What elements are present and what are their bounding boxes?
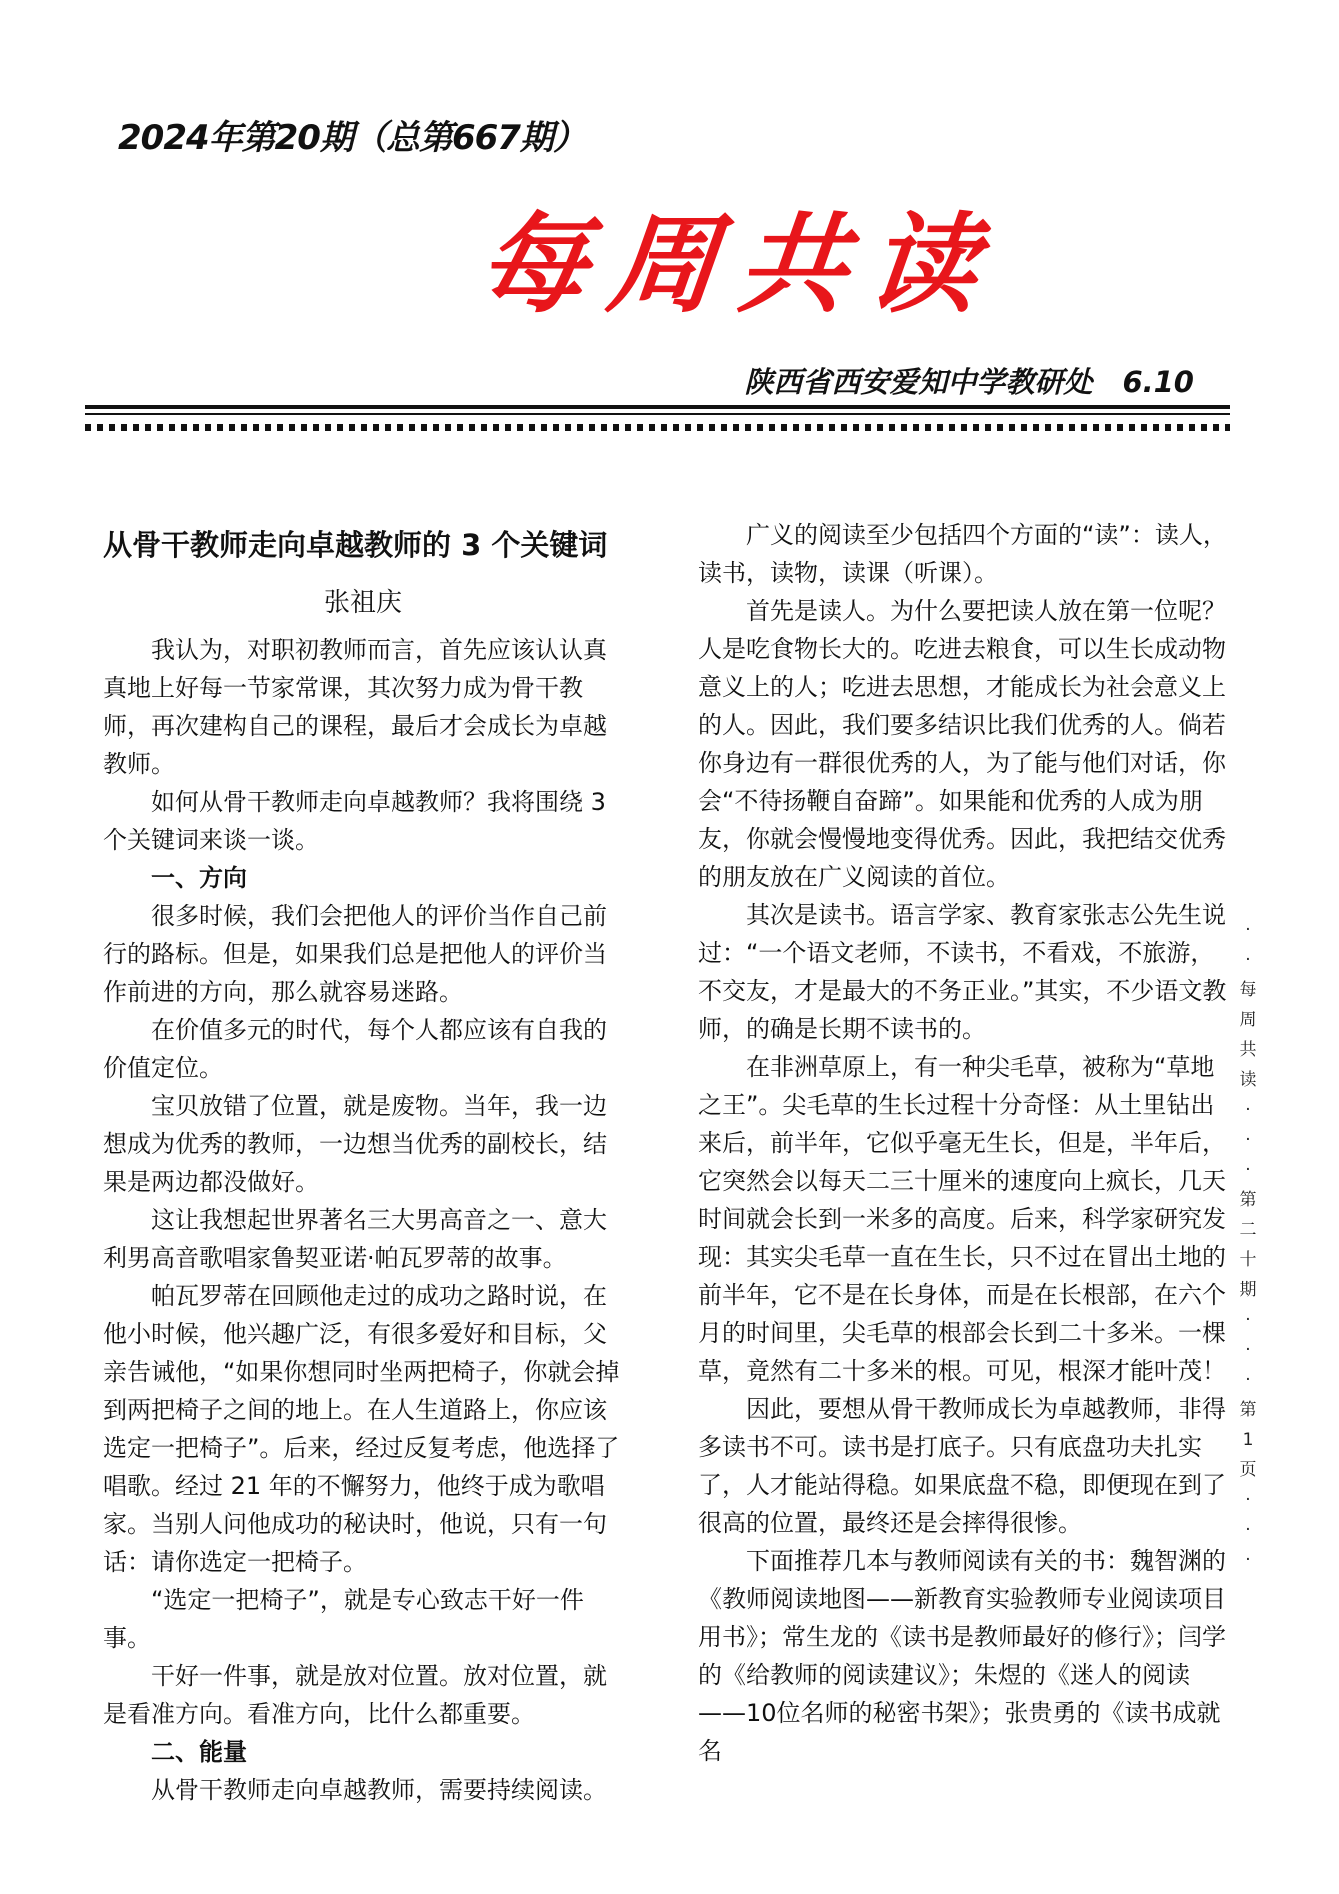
side-char: · <box>1245 950 1251 970</box>
masthead-title: 每周共读 <box>472 202 1006 328</box>
paragraph: 从骨干教师走向卓越教师，需要持续阅读。 <box>151 1776 607 1804</box>
publisher-line <box>744 360 1194 401</box>
paragraph: 在非洲草原上，有一种尖毛草，被称为“草地之王”。尖毛草的生长过程十分奇怪：从土里钻出来后，前半年，它似乎毫无生长，但是，半年后，它突然会以每天二三十厘米的速度向上疯长，几天时间就会长到一米多的高度。后来，科学家研究发现：其实尖毛草一直在生长，只不过在冒出土地的前半年，它不是在长身体，而是在长根部，在六个月的时间里，尖毛草的根部会长到二十多米。一棵草，竟然有二十多米的根。可见，根深才能叶茂！ <box>698 1053 1226 1385</box>
side-char: 页 <box>1239 1460 1257 1480</box>
divider-dotted-rule <box>85 424 1230 431</box>
side-char: 期 <box>1239 1280 1257 1300</box>
side-char: · <box>1245 1340 1251 1360</box>
side-char: · <box>1245 920 1251 940</box>
side-margin-label <box>1234 915 1262 1575</box>
side-char: 共 <box>1239 1040 1257 1060</box>
publisher-name: 陕西省西安爱知中学教研处 <box>744 365 1093 399</box>
paragraph: 因此，要想从骨干教师成长为卓越教师，非得多读书不可。读书是打底子。只有底盘功夫扎实了，人才能站得稳。如果底盘不稳，即便现在到了很高的位置，最终还是会摔得很惨。 <box>698 1395 1226 1537</box>
side-char: · <box>1245 1160 1251 1180</box>
paragraph: 如何从骨干教师走向卓越教师？我将围绕 3 个关键词来谈一谈。 <box>103 788 606 854</box>
paragraph: “选定一把椅子”，就是专心致志干好一件事。 <box>103 1586 584 1652</box>
side-char: · <box>1245 1370 1251 1390</box>
article-right-column <box>698 516 1233 1770</box>
side-char: · <box>1245 1490 1251 1510</box>
side-char: 十 <box>1239 1250 1257 1270</box>
section-heading: 一、方向 <box>151 864 247 892</box>
paragraph: 其次是读书。语言学家、教育家张志公先生说过：“一个语文老师，不读书，不看戏，不旅游，不交友，才是最大的不务正业。”其实，不少语文教师，的确是长期不读书的。 <box>698 901 1227 1043</box>
side-char: 周 <box>1239 1010 1257 1030</box>
paragraph: 这让我想起世界著名三大男高音之一、意大利男高音歌唱家鲁契亚诺·帕瓦罗蒂的故事。 <box>103 1206 607 1272</box>
side-char: 第 <box>1239 1400 1257 1420</box>
paragraph: 首先是读人。为什么要把读人放在第一位呢？人是吃食物长大的。吃进去粮食，可以生长成动物意义上的人；吃进去思想，才能成长为社会意义上的人。因此，我们要多结识比我们优秀的人。倘若你身边有一群很优秀的人，为了能与他们对话，你会“不待扬鞭自奋蹄”。如果能和优秀的人成为朋友，你就会慢慢地变得优秀。因此，我把结交优秀的朋友放在广义阅读的首位。 <box>698 597 1226 891</box>
paragraph: 我认为，对职初教师而言，首先应该认认真真地上好每一节家常课，其次努力成为骨干教师，再次建构自己的课程，最后才会成长为卓越教师。 <box>103 636 607 778</box>
paragraph: 在价值多元的时代，每个人都应该有自我的价值定位。 <box>103 1016 607 1082</box>
paragraph: 下面推荐几本与教师阅读有关的书：魏智渊的《教师阅读地图——新教育实验教师专业阅读项目用书》；常生龙的《读书是教师最好的修行》；闫学的《给教师的阅读建议》；朱煜的《迷人的阅读——10位名师的秘密书架》；张贵勇的《读书成就名 <box>698 1547 1226 1765</box>
side-char: 每 <box>1239 980 1257 1000</box>
article-author: 张祖庆 <box>323 588 402 618</box>
side-char: 读 <box>1239 1070 1257 1090</box>
issue-date: 6.10 <box>1122 365 1194 399</box>
side-char: 1 <box>1242 1430 1254 1450</box>
side-char: 第 <box>1239 1190 1257 1210</box>
article-title: 从骨干教师走向卓越教师的 3 个关键词 <box>103 528 608 562</box>
side-char: · <box>1245 1310 1251 1330</box>
divider-rule-top <box>85 405 1230 409</box>
paragraph: 帕瓦罗蒂在回顾他走过的成功之路时说，在他小时候，他兴趣广泛，有很多爱好和目标，父亲告诫他，“如果你想同时坐两把椅子，你就会掉到两把椅子之间的地上。在人生道路上，你应该选定一把椅子”。后来，经过反复考虑，他选择了唱歌。经过 21 年的不懈努力，他终于成为歌唱家。当别人问他成功的秘诀时，他说，只有一句话：请你选定一把椅子。 <box>103 1282 620 1576</box>
side-char: · <box>1245 1100 1251 1120</box>
side-char: · <box>1245 1130 1251 1150</box>
side-char: · <box>1245 1520 1251 1540</box>
section-heading: 二、能量 <box>151 1738 247 1766</box>
side-char: 二 <box>1239 1220 1257 1240</box>
paragraph: 很多时候，我们会把他人的评价当作自己前行的路标。但是，如果我们总是把他人的评价当作前进的方向，那么就容易迷路。 <box>103 902 607 1006</box>
paragraph: 干好一件事，就是放对位置。放对位置，就是看准方向。看准方向，比什么都重要。 <box>103 1662 607 1728</box>
divider-rule-bottom <box>85 413 1230 415</box>
article-left-column <box>103 515 623 1809</box>
side-char: · <box>1245 1550 1251 1570</box>
paragraph: 广义的阅读至少包括四个方面的“读”：读人，读书，读物，读课（听课）。 <box>698 521 1227 587</box>
issue-number: 2024年第20期（总第667期） <box>118 118 586 158</box>
paragraph: 宝贝放错了位置，就是废物。当年，我一边想成为优秀的教师，一边想当优秀的副校长，结果是两边都没做好。 <box>103 1092 607 1196</box>
